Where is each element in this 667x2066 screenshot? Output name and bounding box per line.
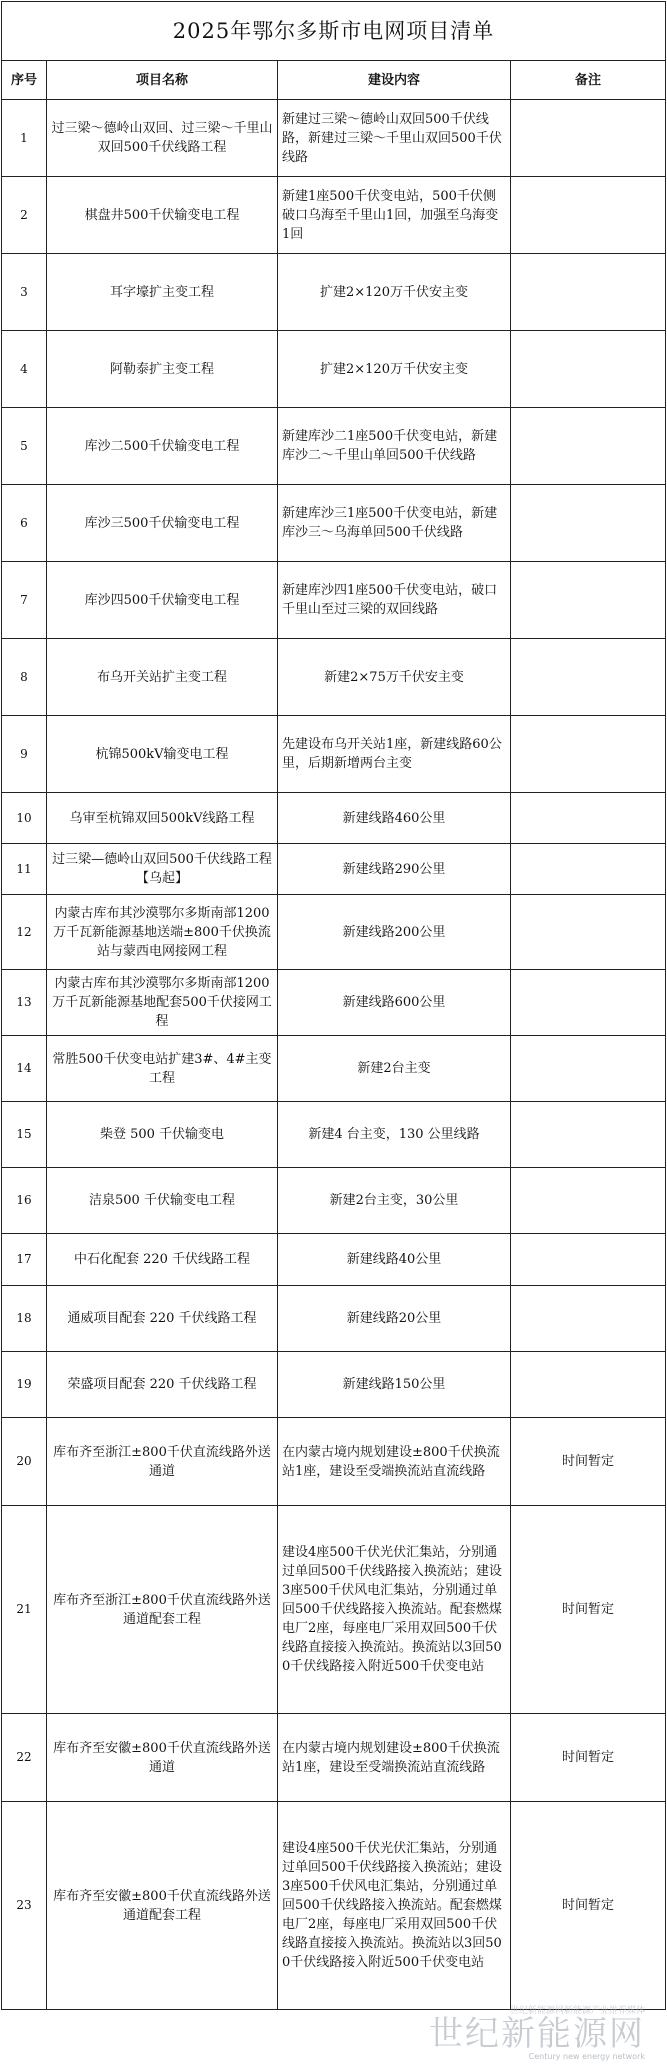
table-row (2, 1506, 666, 1714)
construction-content: 新建库沙四1座500千伏变电站，破口千里山至过三梁的双回线路 (278, 562, 511, 639)
construction-content: 新建4 台主变，130 公里线路 (278, 1102, 511, 1168)
project-name: 库布齐至浙江±800千伏直流线路外送通道配套工程 (47, 1506, 278, 1714)
row-number: 9 (2, 716, 47, 793)
remark (511, 895, 666, 970)
row-number: 14 (2, 1036, 47, 1102)
table-row (2, 1168, 666, 1234)
remark (511, 177, 666, 254)
project-name: 棋盘井500千伏输变电工程 (47, 177, 278, 254)
header-name: 项目名称 (47, 61, 278, 100)
row-number: 13 (2, 970, 47, 1036)
project-name: 库沙四500千伏输变电工程 (47, 562, 278, 639)
construction-content: 新建2台主变 (278, 1036, 511, 1102)
row-number: 18 (2, 1286, 47, 1352)
construction-content: 新建线路600公里 (278, 970, 511, 1036)
row-number: 19 (2, 1352, 47, 1418)
remark (511, 639, 666, 716)
row-number: 23 (2, 1802, 47, 2010)
table-row (2, 100, 666, 177)
row-number: 2 (2, 177, 47, 254)
watermark-logo-text: 世纪新能源网 (429, 2014, 645, 2054)
remark (511, 1352, 666, 1418)
table-title: 2025年鄂尔多斯市电网项目清单 (2, 2, 666, 61)
remark: 时间暂定 (511, 1802, 666, 2010)
remark (511, 1234, 666, 1286)
table-row (2, 716, 666, 793)
row-number: 17 (2, 1234, 47, 1286)
table-row (2, 1036, 666, 1102)
row-number: 5 (2, 408, 47, 485)
remark (511, 970, 666, 1036)
table-row (2, 177, 666, 254)
remark (511, 716, 666, 793)
construction-content: 新建线路460公里 (278, 793, 511, 844)
watermark-tagline: 世纪新能源网新能源产业推荐媒体 (509, 2006, 645, 2016)
construction-content: 新建2台主变，30公里 (278, 1168, 511, 1234)
table-row (2, 331, 666, 408)
remark (511, 793, 666, 844)
construction-content: 新建库沙二1座500千伏变电站，新建库沙二～千里山单回500千伏线路 (278, 408, 511, 485)
row-number: 20 (2, 1418, 47, 1506)
table-row (2, 895, 666, 970)
table-row (2, 639, 666, 716)
project-name: 通威项目配套 220 千伏线路工程 (47, 1286, 278, 1352)
row-number: 3 (2, 254, 47, 331)
table-row (2, 1714, 666, 1802)
project-name: 乌审至杭锦双回500kV线路工程 (47, 793, 278, 844)
project-name: 库布齐至浙江±800千伏直流线路外送通道 (47, 1418, 278, 1506)
watermark (429, 2006, 645, 2062)
project-name: 内蒙古库布其沙漠鄂尔多斯南部1200万千瓦新能源基地配套500千伏接网工程 (47, 970, 278, 1036)
project-name: 库布齐至安徽±800千伏直流线路外送通道配套工程 (47, 1802, 278, 2010)
project-name: 过三梁～德岭山双回、过三梁～千里山双回500千伏线路工程 (47, 100, 278, 177)
table-row (2, 562, 666, 639)
row-number: 22 (2, 1714, 47, 1802)
table-row (2, 1286, 666, 1352)
construction-content: 扩建2×120万千伏安主变 (278, 254, 511, 331)
construction-content: 新建线路200公里 (278, 895, 511, 970)
construction-content: 建设4座500千伏光伏汇集站，分别通过单回500千伏线路接入换流站；建设3座500千伏风电汇集站，分别通过单回500千伏线路接入换流站。配套燃煤电厂2座，每座电厂采用双回500千伏线路直接接入换流站。换流站以3回500千伏线路接入附近500千伏变电站 (278, 1802, 511, 2010)
construction-content: 新建线路290公里 (278, 844, 511, 895)
table-row (2, 408, 666, 485)
project-name: 柴登 500 千伏输变电 (47, 1102, 278, 1168)
project-name: 荣盛项目配套 220 千伏线路工程 (47, 1352, 278, 1418)
row-number: 8 (2, 639, 47, 716)
row-number: 1 (2, 100, 47, 177)
construction-content: 新建过三梁～德岭山双回500千伏线路，新建过三梁～千里山双回500千伏线路 (278, 100, 511, 177)
watermark-english: Century new energy network (528, 2052, 645, 2061)
header-content: 建设内容 (278, 61, 511, 100)
remark (511, 485, 666, 562)
remark (511, 408, 666, 485)
project-table (1, 1, 666, 2010)
project-name: 过三梁—德岭山双回500千伏线路工程【乌起】 (47, 844, 278, 895)
table-row (2, 1234, 666, 1286)
row-number: 12 (2, 895, 47, 970)
remark (511, 100, 666, 177)
table-row (2, 1802, 666, 2010)
project-name: 库沙二500千伏输变电工程 (47, 408, 278, 485)
remark (511, 254, 666, 331)
remark (511, 331, 666, 408)
row-number: 15 (2, 1102, 47, 1168)
table-row (2, 1352, 666, 1418)
row-number: 4 (2, 331, 47, 408)
project-name: 库沙三500千伏输变电工程 (47, 485, 278, 562)
table-row (2, 1418, 666, 1506)
project-name: 阿勒泰扩主变工程 (47, 331, 278, 408)
construction-content: 先建设布乌开关站1座，新建线路60公里，后期新增两台主变 (278, 716, 511, 793)
row-number: 10 (2, 793, 47, 844)
table-row (2, 254, 666, 331)
project-name: 洁泉500 千伏输变电工程 (47, 1168, 278, 1234)
project-name: 中石化配套 220 千伏线路工程 (47, 1234, 278, 1286)
construction-content: 扩建2×120万千伏安主变 (278, 331, 511, 408)
project-name: 杭锦500kV输变电工程 (47, 716, 278, 793)
remark: 时间暂定 (511, 1714, 666, 1802)
table-row (2, 970, 666, 1036)
row-number: 21 (2, 1506, 47, 1714)
remark (511, 844, 666, 895)
row-number: 16 (2, 1168, 47, 1234)
remark: 时间暂定 (511, 1418, 666, 1506)
remark (511, 1102, 666, 1168)
construction-content: 新建库沙三1座500千伏变电站，新建库沙三～乌海单回500千伏线路 (278, 485, 511, 562)
construction-content: 在内蒙古境内规划建设±800千伏换流站1座，建设至受端换流站直流线路 (278, 1714, 511, 1802)
remark (511, 1036, 666, 1102)
construction-content: 建设4座500千伏光伏汇集站，分别通过单回500千伏线路接入换流站；建设3座500千伏风电汇集站，分别通过单回500千伏线路接入换流站。配套燃煤电厂2座，每座电厂采用双回500千伏线路直接接入换流站。换流站以3回500千伏线路接入附近500千伏变电站 (278, 1506, 511, 1714)
header-remark: 备注 (511, 61, 666, 100)
project-name: 耳字壕扩主变工程 (47, 254, 278, 331)
row-number: 6 (2, 485, 47, 562)
table-row (2, 793, 666, 844)
header-no: 序号 (2, 61, 47, 100)
construction-content: 新建线路150公里 (278, 1352, 511, 1418)
construction-content: 新建2×75万千伏安主变 (278, 639, 511, 716)
remark (511, 1168, 666, 1234)
project-name: 内蒙古库布其沙漠鄂尔多斯南部1200万千瓦新能源基地送端±800千伏换流站与蒙西电网接网工程 (47, 895, 278, 970)
row-number: 7 (2, 562, 47, 639)
table-row (2, 844, 666, 895)
construction-content: 新建线路20公里 (278, 1286, 511, 1352)
construction-content: 新建线路40公里 (278, 1234, 511, 1286)
remark: 时间暂定 (511, 1506, 666, 1714)
project-name: 库布齐至安徽±800千伏直流线路外送通道 (47, 1714, 278, 1802)
project-name: 常胜500千伏变电站扩建3#、4#主变工程 (47, 1036, 278, 1102)
project-name: 布乌开关站扩主变工程 (47, 639, 278, 716)
construction-content: 新建1座500千伏变电站，500千伏侧破口乌海至千里山1回，加强至乌海变1回 (278, 177, 511, 254)
table-row (2, 485, 666, 562)
table-row (2, 1102, 666, 1168)
construction-content: 在内蒙古境内规划建设±800千伏换流站1座，建设至受端换流站直流线路 (278, 1418, 511, 1506)
remark (511, 1286, 666, 1352)
row-number: 11 (2, 844, 47, 895)
remark (511, 562, 666, 639)
